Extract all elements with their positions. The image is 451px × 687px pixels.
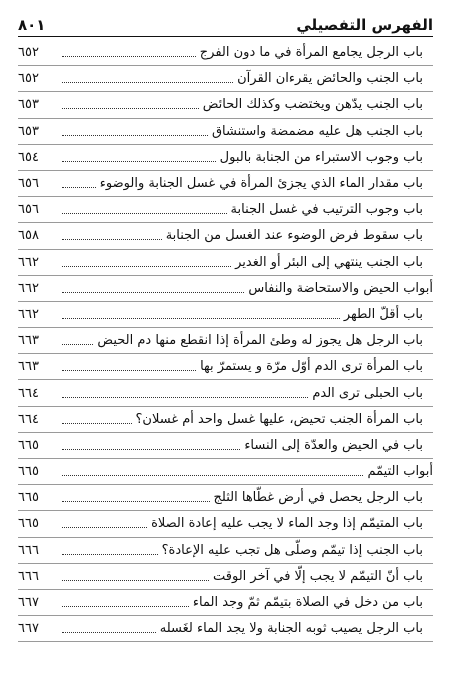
dot-leader (62, 527, 147, 528)
toc-entry[interactable] (18, 328, 433, 354)
toc-entry-title: باب الجنب هل عليه مضمضة واستنشاق (211, 123, 423, 139)
toc-entry-title: باب المرأة ترى الدم أوّل مرّة و يستمرّ بها (200, 359, 423, 375)
dot-leader (62, 475, 363, 476)
toc-entry[interactable] (18, 538, 433, 564)
dot-leader (62, 344, 93, 345)
toc-entry[interactable] (18, 40, 433, 66)
toc-entry-title: باب من دخل في الصلاة بتيمّم ثمّ وجد الماء (192, 595, 423, 611)
dot-leader (62, 397, 308, 398)
toc-entry-page: ٦٥٣ (18, 123, 39, 139)
toc-entry-page: ٦٦٤ (18, 385, 39, 401)
dot-leader (62, 370, 196, 371)
toc-section-heading[interactable] (18, 276, 433, 302)
toc-entry[interactable] (18, 590, 433, 616)
dot-leader (62, 187, 96, 188)
dot-leader (62, 580, 209, 581)
toc-entry[interactable] (18, 250, 433, 276)
toc-entry-title: باب الرجل يحصل في أرض غطّاها الثلج (213, 490, 423, 506)
toc-entry-page: ٦٦٣ (18, 359, 39, 375)
page-header (18, 8, 433, 34)
toc-entry-page: ٦٦٦ (18, 542, 39, 558)
toc-entry-title: باب الجنب إذا تيمّم وصلّى هل تجب عليه الإعادة؟ (161, 542, 423, 558)
toc-entry-title: باب المرأة الجنب تحيض، عليها غسل واحد أم غسلان؟ (135, 411, 423, 427)
header-rule (18, 36, 433, 37)
toc-entry[interactable] (18, 223, 433, 249)
toc-entry-title: باب وجوب الترتيب في غسل الجنابة (230, 202, 423, 218)
toc-entry[interactable] (18, 171, 433, 197)
dot-leader (62, 161, 216, 162)
dot-leader (62, 554, 158, 555)
dot-leader (62, 82, 233, 83)
toc-entry-page: ٦٦٥ (18, 516, 39, 532)
toc-entry[interactable] (18, 564, 433, 590)
dot-leader (62, 449, 240, 450)
dot-leader (62, 606, 189, 607)
toc-entry-page: ٦٥٦ (18, 176, 39, 192)
toc-entry-title: باب الرجل يجامع المرأة في ما دون الفرج (199, 45, 423, 61)
toc-entry-title: باب الجنب يدّهن ويختضب وكذلك الحائض (202, 97, 423, 113)
toc-entry[interactable] (18, 145, 433, 171)
toc-entry-page: ٦٦٧ (18, 595, 39, 611)
toc-entry[interactable] (18, 197, 433, 223)
toc-entry-page: ٦٦٢ (18, 254, 39, 270)
dot-leader (62, 135, 208, 136)
toc-entry[interactable] (18, 433, 433, 459)
toc-entry-title: باب الرجل هل يجوز له وطئ المرأة إذا انقطع منها دم الحيض (97, 333, 423, 349)
toc-entry[interactable] (18, 407, 433, 433)
toc-entry-page: ٦٥٨ (18, 228, 39, 244)
toc-entry[interactable] (18, 119, 433, 145)
dot-leader (62, 632, 156, 633)
toc-entry-title: باب الجنب ينتهي إلى البئر أو الغدير (235, 254, 423, 270)
table-of-contents (18, 40, 433, 642)
toc-entry-page: ٦٦٥ (18, 464, 39, 480)
header-title: الفهرس التفصيلي (296, 16, 433, 34)
dot-leader (62, 239, 162, 240)
dot-leader (62, 501, 210, 502)
toc-entry-title: باب سقوط فرض الوضوء عند الغسل من الجنابة (165, 228, 423, 244)
toc-entry-page: ٦٦٢ (18, 306, 39, 322)
toc-entry[interactable] (18, 511, 433, 537)
toc-entry[interactable] (18, 616, 433, 642)
toc-entry[interactable] (18, 66, 433, 92)
toc-entry[interactable] (18, 92, 433, 118)
toc-entry[interactable] (18, 354, 433, 380)
toc-entry-page: ٦٥٣ (18, 97, 39, 113)
toc-entry-title: باب الرجل يصيب ثوبه الجنابة ولا يجد الماء لغَسله (159, 621, 423, 637)
dot-leader (62, 56, 196, 57)
toc-entry-title: باب الحبلى ترى الدم (312, 385, 423, 401)
toc-entry-title: أبواب الحيض والاستحاضة والنفاس (248, 280, 433, 296)
toc-entry-title: أبواب التيمّم (367, 464, 433, 480)
dot-leader (62, 108, 199, 109)
toc-entry-title: باب وجوب الاستبراء من الجنابة بالبول (219, 149, 423, 165)
toc-entry[interactable] (18, 302, 433, 328)
toc-entry[interactable] (18, 485, 433, 511)
toc-entry-title: باب أقلّ الطهر (343, 306, 423, 322)
toc-entry-page: ٦٦٦ (18, 568, 39, 584)
toc-entry-title: باب في الحيض والعدّة إلى النساء (244, 437, 423, 453)
toc-entry-page: ٦٥٢ (18, 45, 39, 61)
dot-leader (62, 423, 132, 424)
header-page-number: ٨٠١ (18, 16, 46, 34)
toc-entry-page: ٦٦٣ (18, 333, 39, 349)
toc-section-heading[interactable] (18, 459, 433, 485)
toc-entry[interactable] (18, 380, 433, 406)
toc-entry-page: ٦٥٢ (18, 71, 39, 87)
toc-entry-page: ٦٦٢ (18, 280, 39, 296)
toc-entry-page: ٦٦٤ (18, 411, 39, 427)
dot-leader (62, 292, 244, 293)
toc-entry-page: ٦٦٥ (18, 490, 39, 506)
toc-entry-title: باب أنّ التيمّم لا يجب إلّا في آخر الوقت (213, 568, 423, 584)
toc-entry-title: باب الجنب والحائض يقرءان القرآن (237, 71, 423, 87)
toc-entry-title: باب مقدار الماء الذي يجزئ المرأة في غسل الجنابة والوضوء (99, 176, 423, 192)
toc-entry-page: ٦٦٥ (18, 437, 39, 453)
toc-entry-title: باب المتيمّم إذا وجد الماء لا يجب عليه إعادة الصلاة (151, 516, 423, 532)
toc-entry-page: ٦٥٤ (18, 149, 39, 165)
toc-entry-page: ٦٦٧ (18, 621, 39, 637)
toc-entry-page: ٦٥٦ (18, 202, 39, 218)
dot-leader (62, 213, 227, 214)
dot-leader (62, 266, 231, 267)
dot-leader (62, 318, 340, 319)
